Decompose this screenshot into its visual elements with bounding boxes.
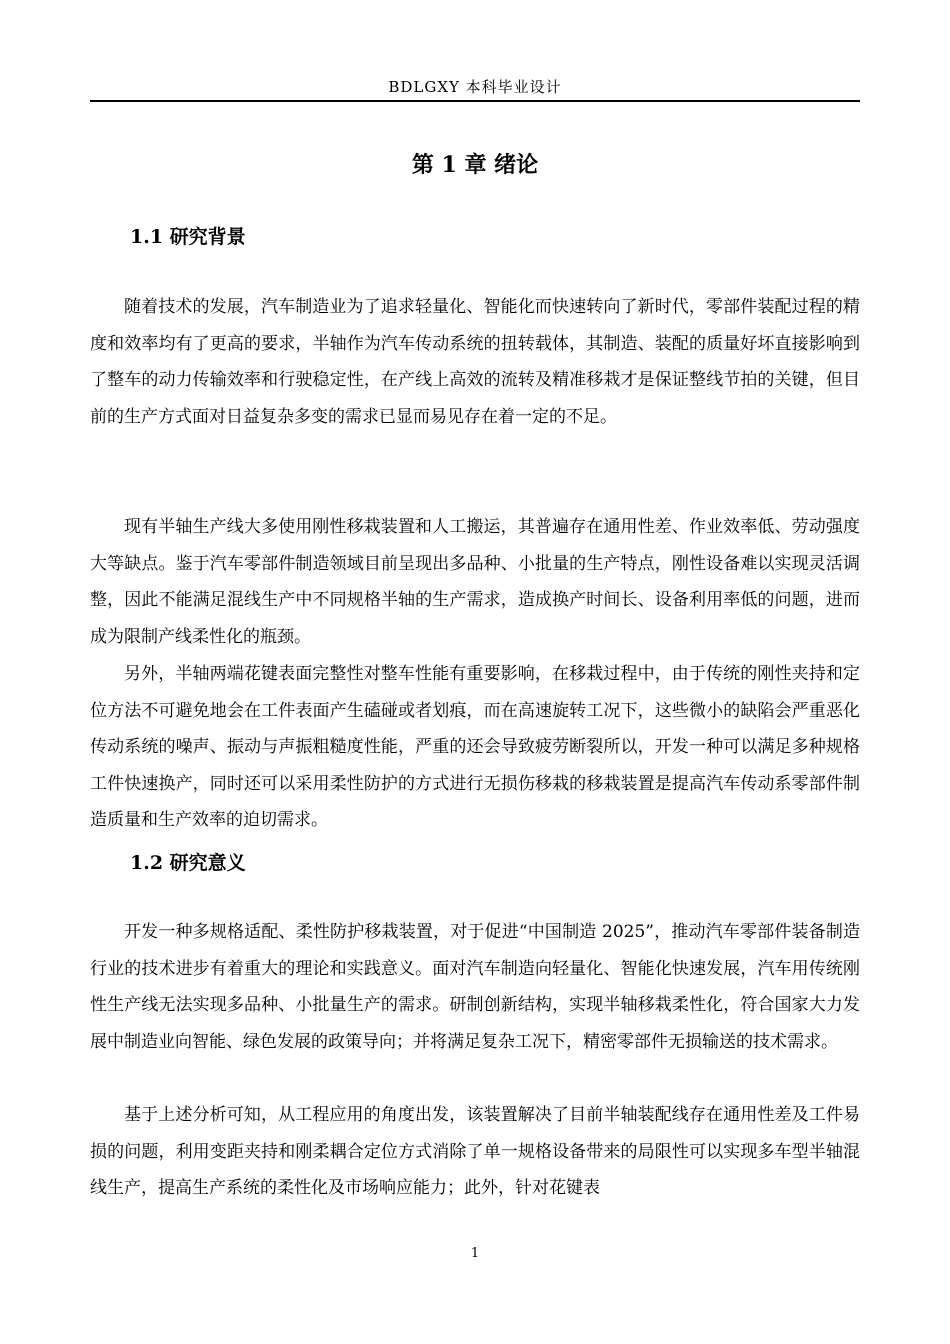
page-header-title: BDLGXY 本科毕业设计: [388, 78, 562, 96]
section-heading-significance: 1.2 研究意义: [130, 852, 246, 874]
header-divider: [90, 100, 860, 102]
page-number: 1: [470, 1246, 480, 1261]
paragraph-background-1: 随着技术的发展，汽车制造业为了追求轻量化、智能化而快速转向了新时代，零部件装配过程的精度和效率均有了更高的要求，半轴作为汽车传动系统的扭转载体，其制造、装配的质量好坏直接影响到了整车的动力传输效率和行驶稳定性，在产线上高效的流转及精准移栽才是保证整线节拍的关键，但目前的生产方式面对日益复杂多变的需求已显而易见存在着一定的不足。: [90, 297, 860, 427]
paragraph-background-3: 另外，半轴两端花键表面完整性对整车性能有重要影响，在移栽过程中，由于传统的刚性夹持和定位方法不可避免地会在工件表面产生磕碰或者划痕，而在高速旋转工况下，这些微小的缺陷会严重恶化传动系统的噪声、振动与声振粗糙度性能，严重的还会导致疲劳断裂所以，开发一种可以满足多种规格工件快速换产，同时还可以采用柔性防护的方式进行无损伤移栽的移栽装置是提高汽车传动系零部件制造质量和生产效率的迫切需求。: [90, 664, 860, 830]
paragraph-background-2: 现有半轴生产线大多使用刚性移栽装置和人工搬运，其普遍存在通用性差、作业效率低、劳动强度大等缺点。鉴于汽车零部件制造领域目前呈现出多品种、小批量的生产特点，刚性设备难以实现灵活调整，因此不能满足混线生产中不同规格半轴的生产需求，造成换产时间长、设备利用率低的问题，进而成为限制产线柔性化的瓶颈。: [90, 517, 860, 647]
paragraph-significance-1: 开发一种多规格适配、柔性防护移栽装置，对于促进“中国制造 2025”，推动汽车零部件装备制造行业的技术进步有着重大的理论和实践意义。面对汽车制造向轻量化、智能化快速发展，汽车用传统刚性生产线无法实现多品种、小批量生产的需求。研制创新结构，实现半轴移栽柔性化，符合国家大力发展中制造业向智能、绿色发展的政策导向；并将满足复杂工况下，精密零部件无损输送的技术需求。: [90, 922, 860, 1052]
paragraph-significance-2: 基于上述分析可知，从工程应用的角度出发，该装置解决了目前半轴装配线存在通用性差及工件易损的问题，利用变距夹持和刚柔耦合定位方式消除了单一规格设备带来的局限性可以实现多车型半轴混线生产，提高生产系统的柔性化及市场响应能力；此外，针对花键表: [90, 1105, 860, 1198]
section-heading-background: 1.1 研究背景: [130, 226, 246, 248]
chapter-title: 第 1 章 绪论: [411, 152, 539, 178]
